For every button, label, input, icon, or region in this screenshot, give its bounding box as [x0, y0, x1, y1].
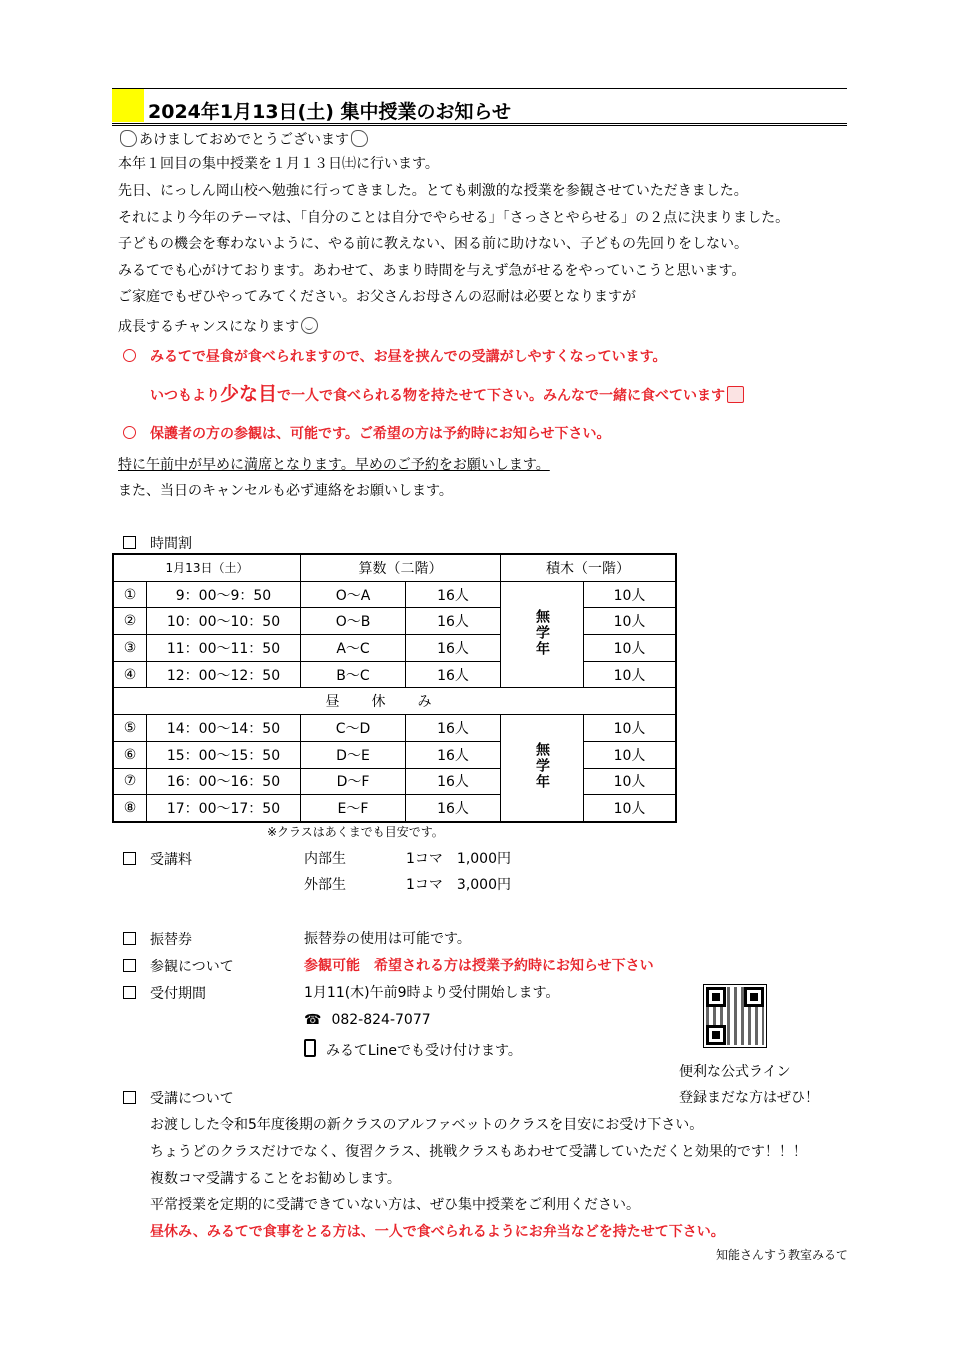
period-time: 15：00～15：50 — [147, 741, 301, 768]
notice-sub-pre: いつもより — [150, 388, 220, 404]
attendance-line: お渡しした令和5年度後期の新クラスのアルファベットのクラスを目安にお受け下さい。 — [150, 1117, 704, 1133]
math-capacity: 16人 — [406, 715, 501, 742]
period-num: ⑦ — [113, 768, 147, 795]
table-row — [113, 715, 676, 742]
math-capacity: 16人 — [406, 768, 501, 795]
period-time: 16：00～16：50 — [147, 768, 301, 795]
period-class: O～A — [301, 581, 406, 608]
fee-heading — [123, 852, 192, 867]
period-num: ③ — [113, 635, 147, 662]
footer-school-name: 知能さんすう教室みるて — [716, 1248, 848, 1262]
circle-bullet-icon — [123, 349, 136, 362]
math-capacity: 16人 — [406, 661, 501, 688]
title-marker — [112, 89, 144, 122]
qr-finder — [744, 987, 764, 1007]
period-num: ④ — [113, 661, 147, 688]
table-row — [113, 795, 676, 822]
observe-label: 参観について — [150, 959, 234, 975]
attendance-line: 複数コマ受講することをお勧めします。 — [150, 1171, 401, 1187]
table-row — [113, 661, 676, 688]
dragon-icon — [351, 130, 368, 147]
booking-note: 特に午前中が早めに満席となります。早めのご予約をお願いします。 — [118, 457, 550, 473]
timetable-note: ※クラスはあくまでも目安です。 — [267, 825, 444, 839]
intro-line: 本年１回目の集中授業を１月１３日㈯に行います。 — [118, 156, 439, 172]
notice-observe — [123, 426, 610, 441]
page-title: 2024年1月13日(土) 集中授業のお知らせ — [148, 101, 511, 123]
checkbox-icon — [123, 986, 136, 999]
header-blocks: 積木（一階） — [501, 554, 677, 581]
notice-lunch-sub — [150, 385, 746, 404]
period-class: D～E — [301, 741, 406, 768]
attendance-red-line: 昼休み、みるてで食事をとる方は、一人で食べられるようにお弁当などを持たせて下さい。 — [150, 1224, 725, 1240]
reception-value: 1月11(木)午前9時より受付開始します。 — [304, 985, 560, 1001]
math-capacity: 16人 — [406, 635, 501, 662]
intro-line: ご家庭でもぜひやってみてください。お父さんお母さんの忍耐は必要となりますが — [118, 289, 636, 305]
period-num: ① — [113, 581, 147, 608]
period-num: ② — [113, 608, 147, 635]
table-header-row — [113, 554, 676, 581]
period-time: 14：00～14：50 — [147, 715, 301, 742]
grade-cell — [501, 581, 584, 688]
intro-line-last — [118, 317, 320, 334]
fee-internal-value: 1コマ 1,000円 — [406, 851, 511, 867]
header-math: 算数（二階） — [301, 554, 501, 581]
phone-number: 082-824-7077 — [331, 1012, 431, 1028]
fee-internal-label: 内部生 — [304, 851, 346, 867]
fee-external-value: 1コマ 3,000円 — [406, 877, 511, 893]
timetable-label: 時間割 — [150, 536, 192, 552]
observe-heading — [123, 959, 234, 974]
attendance-line: ちょうどのクラスだけでなく、復習クラス、挑戦クラスもあわせて受講していただくと効果的です！！！ — [150, 1144, 807, 1160]
notice-lunch — [123, 349, 666, 364]
attendance-heading — [123, 1091, 234, 1106]
circle-bullet-icon — [123, 426, 136, 439]
grade-cell — [501, 715, 584, 822]
greeting-text: あけましておめでとうございます — [139, 132, 349, 148]
intro-text: 成長するチャンスになります — [118, 319, 300, 335]
period-class: D～F — [301, 768, 406, 795]
bento-icon — [727, 386, 744, 403]
blocks-capacity: 10人 — [584, 715, 677, 742]
line-promo-2: 登録まだな方はぜひ！ — [679, 1090, 819, 1106]
period-class: C～D — [301, 715, 406, 742]
qr-finder — [706, 987, 726, 1007]
math-capacity: 16人 — [406, 741, 501, 768]
line-text: みるてLineでも受け付けます。 — [326, 1043, 522, 1059]
period-num: ⑧ — [113, 795, 147, 822]
mobile-phone-icon — [304, 1039, 316, 1057]
checkbox-icon — [123, 932, 136, 945]
smile-icon — [301, 317, 318, 334]
header-date: 1月13日（土） — [113, 554, 301, 581]
notice-sub-emphasis: 少な目 — [220, 383, 278, 405]
timetable — [112, 553, 677, 823]
blocks-capacity: 10人 — [584, 635, 677, 662]
notice-observe-text: 保護者の方の参観は、可能です。ご希望の方は予約時にお知らせ下さい。 — [150, 426, 611, 442]
reception-phone — [304, 1013, 431, 1027]
period-class: B～C — [301, 661, 406, 688]
math-capacity: 16人 — [406, 581, 501, 608]
period-class: E～F — [301, 795, 406, 822]
grade-text: 無学年 — [534, 742, 550, 790]
period-time: 11：00～11：50 — [147, 635, 301, 662]
period-time: 9：00～9：50 — [147, 581, 301, 608]
line-promo-1: 便利な公式ライン — [679, 1064, 791, 1080]
table-row — [113, 581, 676, 608]
lunch-text: 昼休み — [325, 694, 464, 711]
period-num: ⑤ — [113, 715, 147, 742]
period-time: 17：00～17：50 — [147, 795, 301, 822]
notice-lunch-text: みるてで昼食が食べられますので、お昼を挟んでの受講がしやすくなっています。 — [150, 349, 667, 365]
timetable-heading — [123, 536, 192, 551]
attendance-label: 受講について — [150, 1091, 234, 1107]
grade-text: 無学年 — [534, 608, 550, 657]
voucher-value: 振替券の使用は可能です。 — [304, 931, 471, 947]
intro-line: それにより今年のテーマは、「自分のことは自分でやらせる」「さっさとやらせる」の２点に決まりました。 — [118, 210, 790, 226]
attendance-line: 平常授業を定期的に受講できていない方は、ぜひ集中授業をご利用ください。 — [150, 1197, 640, 1213]
table-row — [113, 635, 676, 662]
greeting-line — [118, 130, 370, 147]
line-qr-code[interactable] — [703, 984, 767, 1048]
math-capacity: 16人 — [406, 795, 501, 822]
blocks-capacity: 10人 — [584, 661, 677, 688]
voucher-heading — [123, 932, 192, 947]
table-row — [113, 608, 676, 635]
reception-label: 受付期間 — [150, 986, 206, 1002]
period-time: 10：00～10：50 — [147, 608, 301, 635]
lunch-cell — [113, 688, 676, 715]
checkbox-icon — [123, 959, 136, 972]
table-row — [113, 741, 676, 768]
period-time: 12：00～12：50 — [147, 661, 301, 688]
fee-external-label: 外部生 — [304, 877, 346, 893]
math-capacity: 16人 — [406, 608, 501, 635]
checkbox-icon — [123, 536, 136, 549]
notice-sub-post: で一人で食べられる物を持たせて下さい。みんなで一緒に食べています — [277, 388, 726, 404]
table-row — [113, 768, 676, 795]
intro-line: 先日、にっしん岡山校へ勉強に行ってきました。とても刺激的な授業を参観させていただきました。 — [118, 183, 748, 199]
period-num: ⑥ — [113, 741, 147, 768]
phone-icon: ☎ — [304, 1012, 322, 1028]
cancel-note: また、当日のキャンセルも必ず連絡をお願いします。 — [118, 483, 453, 499]
dragon-icon — [120, 130, 137, 147]
title-bar — [112, 88, 847, 126]
blocks-capacity: 10人 — [584, 608, 677, 635]
checkbox-icon — [123, 852, 136, 865]
period-class: O～B — [301, 608, 406, 635]
reception-line — [304, 1039, 522, 1058]
blocks-capacity: 10人 — [584, 768, 677, 795]
blocks-capacity: 10人 — [584, 795, 677, 822]
blocks-capacity: 10人 — [584, 581, 677, 608]
period-class: A～C — [301, 635, 406, 662]
observe-value: 参観可能 希望される方は授業予約時にお知らせ下さい — [304, 958, 654, 974]
checkbox-icon — [123, 1091, 136, 1104]
voucher-label: 振替券 — [150, 932, 192, 948]
qr-finder — [706, 1025, 726, 1045]
blocks-capacity: 10人 — [584, 741, 677, 768]
fee-label: 受講料 — [150, 852, 192, 868]
lunch-row — [113, 688, 676, 715]
reception-heading — [123, 986, 206, 1001]
intro-line: みるてでも心がけております。あわせて、あまり時間を与えず急がせるをやっていこうと思います。 — [118, 263, 746, 279]
intro-line: 子どもの機会を奪わないように、やる前に教えない、困る前に助けない、子どもの先回りをしない。 — [118, 236, 748, 252]
